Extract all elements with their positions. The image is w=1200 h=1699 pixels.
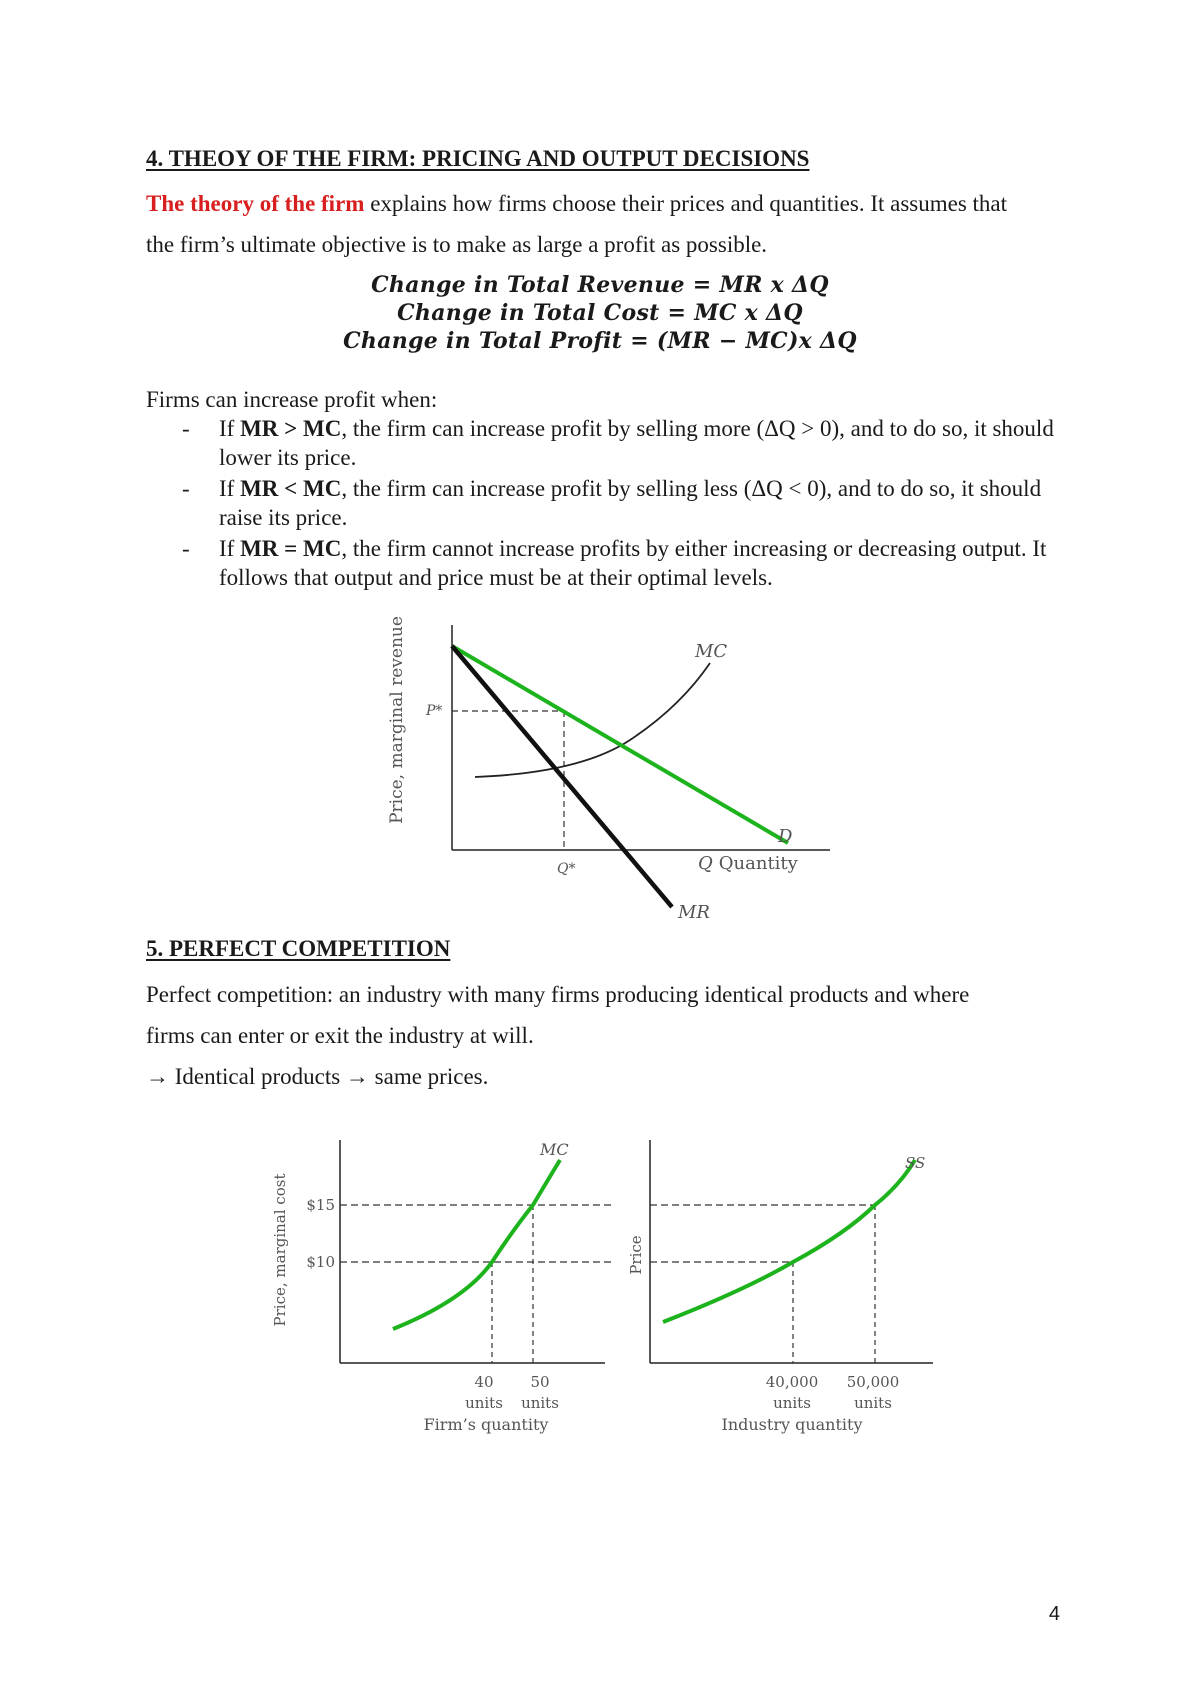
formula-total-profit: Change in Total Profit = (MR − MC)x ΔQ	[343, 328, 857, 354]
chart1-demand-label: D	[778, 826, 793, 847]
chart2-ytick-15: $15	[306, 1196, 335, 1214]
bullet-dash: -	[182, 476, 190, 501]
bullet-pre: If	[219, 476, 241, 501]
chart1-ylabel: Price, marginal revenue	[387, 616, 407, 824]
chart1-demand-line	[452, 646, 788, 843]
chart1-mr-label: MR	[678, 902, 710, 923]
identical-products-text: Identical products	[169, 1064, 346, 1089]
conditions-intro: Firms can increase profit when:	[146, 387, 438, 412]
theory-of-firm-highlight: The theory of the firm	[146, 191, 365, 216]
profit-max-chart	[380, 615, 840, 925]
chart1-x-word: Quantity	[718, 853, 798, 874]
arrow-icon: →	[345, 1064, 369, 1089]
intro-line-1-rest: explains how firms choose their prices and quantities. It assumes that	[364, 191, 1008, 216]
bullet-mr-less-mc	[146, 474, 1076, 532]
formula-total-cost: Change in Total Cost = MC x ΔQ	[397, 300, 803, 326]
chart3-xlabel: Industry quantity	[721, 1415, 863, 1434]
chart1-q-star: Q*	[557, 861, 576, 877]
bullet-pre: If	[219, 416, 241, 441]
section-5-line-3	[146, 1056, 1076, 1097]
firm-mc-chart	[265, 1130, 615, 1435]
chart1-xlabel	[698, 853, 799, 874]
bullet-condition: MR = MC	[240, 536, 342, 561]
chart2-xtick-40: 40	[474, 1373, 494, 1391]
intro-line-2: the firm’s ultimate objective is to make as large a profit as possible.	[146, 232, 768, 257]
section-5-text	[146, 974, 1076, 1097]
same-prices-text: same prices.	[368, 1064, 489, 1089]
bullet-condition: MR < MC	[240, 476, 342, 501]
chart1-p-star: P*	[426, 703, 443, 719]
intro-line-1	[146, 183, 1076, 224]
section-4-intro	[146, 183, 1076, 265]
bullet-condition: MR > MC	[240, 416, 342, 441]
chart2-ylabel: Price, marginal cost	[271, 1173, 289, 1327]
chart3-ylabel: Price	[627, 1235, 645, 1275]
bullet-text: , the firm cannot increase profits by either increasing or decreasing output. It follows that output and price must be at their optimal levels.	[219, 536, 1047, 590]
chart1-x-letter: Q	[698, 853, 713, 874]
bullet-text: , the firm can increase profit by selling less (ΔQ < 0), and to do so, it should raise its price.	[219, 476, 1042, 530]
chart2-mc-label: MC	[540, 1140, 569, 1159]
bullet-mr-greater-mc	[146, 414, 1076, 472]
section-5-line-1: Perfect competition: an industry with many firms producing identical products and where	[146, 982, 970, 1007]
chart2-xtick-50-unit: units	[521, 1394, 559, 1412]
chart3-xtick-40000: 40,000	[765, 1373, 819, 1391]
section-4-heading: 4. THEOY OF THE FIRM: PRICING AND OUTPUT DECISIONS	[146, 146, 810, 171]
bullet-text: , the firm can increase profit by selling more (ΔQ > 0), and to do so, it should lower its price.	[219, 416, 1054, 470]
chart2-xtick-50: 50	[530, 1373, 550, 1391]
chart2-xlabel: Firm’s quantity	[423, 1415, 549, 1434]
formula-total-revenue: Change in Total Revenue = MR x ΔQ	[371, 272, 829, 298]
arrow-icon: →	[146, 1064, 169, 1089]
bullet-dash: -	[182, 536, 190, 561]
bullet-dash: -	[182, 416, 190, 441]
chart2-xtick-40-unit: units	[465, 1394, 503, 1412]
bullet-mr-equal-mc	[146, 534, 1076, 592]
chart3-ss-label: SS	[905, 1154, 926, 1172]
chart2-ytick-10: $10	[306, 1253, 335, 1271]
bullet-pre: If	[219, 536, 241, 561]
page-number: 4	[1048, 1603, 1060, 1625]
section-5-line-2: firms can enter or exit the industry at will.	[146, 1023, 534, 1048]
profit-conditions	[146, 385, 1076, 594]
chart3-ss-curve	[663, 1160, 915, 1322]
chart3-xtick-50000: 50,000	[846, 1373, 900, 1391]
chart3-xtick-40000-unit: units	[773, 1394, 811, 1412]
section-5-heading: 5. PERFECT COMPETITION	[146, 936, 451, 961]
chart1-mc-label: MC	[695, 641, 728, 662]
chart3-xtick-50000-unit: units	[854, 1394, 892, 1412]
chart2-mc-curve	[393, 1160, 560, 1329]
industry-supply-chart	[615, 1130, 945, 1435]
